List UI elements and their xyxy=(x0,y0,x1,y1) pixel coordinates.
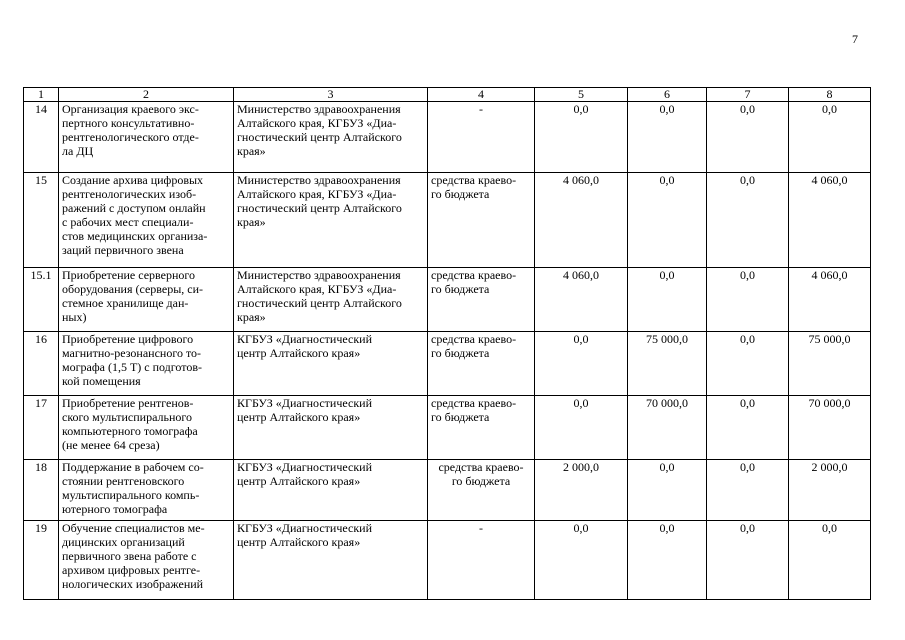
value-col-8: 4 060,0 xyxy=(789,268,871,332)
column-header-5: 5 xyxy=(535,88,628,102)
value-col-6: 0,0 xyxy=(628,521,707,600)
org-line: Алтайского края, КГБУЗ «Диа- xyxy=(237,116,397,130)
measure-name xyxy=(59,102,234,173)
measure-name-line: стемное хранилище дан- xyxy=(62,296,189,310)
column-header-4: 4 xyxy=(428,88,535,102)
source-line: го бюджета xyxy=(451,474,511,488)
measure-name-line: пертного консультативно- xyxy=(62,116,195,130)
measure-name-line: с рабочих мест специали- xyxy=(62,215,194,229)
value-col-6: 0,0 xyxy=(628,102,707,173)
measure-name-line: кой помещения xyxy=(62,374,141,388)
row-number: 19 xyxy=(24,521,59,600)
value-col-5: 4 060,0 xyxy=(535,268,628,332)
table-row xyxy=(24,460,871,521)
row-number: 15.1 xyxy=(24,268,59,332)
org-line: КГБУЗ «Диагностический xyxy=(237,396,372,410)
measure-name-line: Поддержание в рабочем со- xyxy=(62,460,204,474)
column-header-6: 6 xyxy=(628,88,707,102)
value-col-8: 4 060,0 xyxy=(789,173,871,268)
measure-name-line: мографа (1,5 Т) с подготов- xyxy=(62,360,202,374)
funding-source xyxy=(428,268,535,332)
org-line: КГБУЗ «Диагностический xyxy=(237,460,372,474)
funding-source: - xyxy=(428,102,535,173)
value-col-6: 0,0 xyxy=(628,460,707,521)
funding-source xyxy=(428,396,535,460)
measure-name xyxy=(59,268,234,332)
table-row xyxy=(24,268,871,332)
measure-name-line: мультиспирального компь- xyxy=(62,488,200,502)
measure-name xyxy=(59,460,234,521)
org-line: края» xyxy=(237,310,266,324)
measure-name-line: рентгенологических изоб- xyxy=(62,187,197,201)
value-col-5: 0,0 xyxy=(535,396,628,460)
source-line: го бюджета xyxy=(431,187,490,201)
row-number: 18 xyxy=(24,460,59,521)
responsible-org xyxy=(234,521,428,600)
funding-source xyxy=(428,332,535,396)
measure-name-line: Создание архива цифровых xyxy=(62,173,204,187)
org-line: центр Алтайского края» xyxy=(237,535,361,549)
value-col-7: 0,0 xyxy=(707,173,789,268)
value-col-5: 0,0 xyxy=(535,332,628,396)
value-col-7: 0,0 xyxy=(707,396,789,460)
org-line: гностический центр Алтайского xyxy=(237,201,402,215)
source-line: го бюджета xyxy=(431,346,490,360)
column-header-2: 2 xyxy=(59,88,234,102)
measure-name-line: магнитно-резонансного то- xyxy=(62,346,202,360)
value-col-5: 4 060,0 xyxy=(535,173,628,268)
measure-name-line: Приобретение серверного xyxy=(62,268,196,282)
measure-name-line: Приобретение рентгенов- xyxy=(62,396,194,410)
value-col-5: 2 000,0 xyxy=(535,460,628,521)
responsible-org xyxy=(234,396,428,460)
measure-name-line: (не менее 64 среза) xyxy=(62,438,160,452)
source-line: средства краево- xyxy=(431,268,517,282)
source-line: средства краево- xyxy=(431,173,517,187)
funding-source: - xyxy=(428,521,535,600)
value-col-8: 0,0 xyxy=(789,521,871,600)
value-col-8: 70 000,0 xyxy=(789,396,871,460)
org-line: Алтайского края, КГБУЗ «Диа- xyxy=(237,282,397,296)
measure-name-line: ла ДЦ xyxy=(62,144,94,158)
value-col-8: 75 000,0 xyxy=(789,332,871,396)
column-header-3: 3 xyxy=(234,88,428,102)
source-line: средства краево- xyxy=(438,460,524,474)
table-row xyxy=(24,102,871,173)
value-col-6: 0,0 xyxy=(628,173,707,268)
table-row xyxy=(24,332,871,396)
org-line: центр Алтайского края» xyxy=(237,346,361,360)
funding-source xyxy=(428,460,535,521)
column-header-1: 1 xyxy=(24,88,59,102)
responsible-org xyxy=(234,173,428,268)
responsible-org xyxy=(234,268,428,332)
value-col-7: 0,0 xyxy=(707,102,789,173)
value-col-6: 75 000,0 xyxy=(628,332,707,396)
measure-name-line: нологических изображений xyxy=(62,577,204,591)
responsible-org xyxy=(234,332,428,396)
measure-name xyxy=(59,173,234,268)
page-number: 7 xyxy=(852,32,858,46)
org-line: Министерство здравоохранения xyxy=(237,173,401,187)
value-col-8: 0,0 xyxy=(789,102,871,173)
column-header-7: 7 xyxy=(707,88,789,102)
measure-name-line: заций первичного звена xyxy=(62,243,184,257)
responsible-org xyxy=(234,460,428,521)
funding-source xyxy=(428,173,535,268)
table-row xyxy=(24,396,871,460)
value-col-8: 2 000,0 xyxy=(789,460,871,521)
org-line: края» xyxy=(237,215,266,229)
source-line: средства краево- xyxy=(431,332,517,346)
org-line: Министерство здравоохранения xyxy=(237,102,401,116)
row-number: 14 xyxy=(24,102,59,173)
source-line: го бюджета xyxy=(431,282,490,296)
row-number: 15 xyxy=(24,173,59,268)
measure-name-line: оборудования (серверы, си- xyxy=(62,282,204,296)
org-line: края» xyxy=(237,144,266,158)
value-col-7: 0,0 xyxy=(707,460,789,521)
measure-name-line: дицинских организаций xyxy=(62,535,185,549)
column-header-8: 8 xyxy=(789,88,871,102)
org-line: Алтайского края, КГБУЗ «Диа- xyxy=(237,187,397,201)
measure-name-line: рентгенологического отде- xyxy=(62,130,199,144)
measure-name-line: ютерного томографа xyxy=(62,502,168,516)
table-header xyxy=(24,88,871,102)
measure-name-line: первичного звена работе с xyxy=(62,549,197,563)
measure-name-line: ных) xyxy=(62,310,87,324)
header-row xyxy=(24,88,871,102)
measure-name xyxy=(59,332,234,396)
org-line: центр Алтайского края» xyxy=(237,474,361,488)
row-number: 17 xyxy=(24,396,59,460)
value-col-7: 0,0 xyxy=(707,332,789,396)
responsible-org xyxy=(234,102,428,173)
measure-name-line: ского мультиспирального xyxy=(62,410,193,424)
org-line: КГБУЗ «Диагностический xyxy=(237,332,372,346)
value-col-5: 0,0 xyxy=(535,521,628,600)
table-body xyxy=(24,102,871,600)
measure-name-line: архивом цифровых рентге- xyxy=(62,563,201,577)
value-col-7: 0,0 xyxy=(707,268,789,332)
measure-name-line: ражений с доступом онлайн xyxy=(62,201,206,215)
measure-name-line: стоянии рентгеновского xyxy=(62,474,185,488)
source-line: го бюджета xyxy=(431,410,490,424)
table-row xyxy=(24,173,871,268)
value-col-6: 70 000,0 xyxy=(628,396,707,460)
value-col-7: 0,0 xyxy=(707,521,789,600)
measure-name-line: Обучение специалистов ме- xyxy=(62,521,205,535)
org-line: КГБУЗ «Диагностический xyxy=(237,521,372,535)
table-row xyxy=(24,521,871,600)
org-line: гностический центр Алтайского xyxy=(237,296,402,310)
measure-name-line: компьютерного томографа xyxy=(62,424,198,438)
value-col-5: 0,0 xyxy=(535,102,628,173)
org-line: Министерство здравоохранения xyxy=(237,268,401,282)
org-line: гностический центр Алтайского xyxy=(237,130,402,144)
source-line: средства краево- xyxy=(431,396,517,410)
measure-name-line: Организация краевого экс- xyxy=(62,102,199,116)
measure-name xyxy=(59,396,234,460)
row-number: 16 xyxy=(24,332,59,396)
budget-table xyxy=(23,87,871,600)
org-line: центр Алтайского края» xyxy=(237,410,361,424)
measure-name xyxy=(59,521,234,600)
measure-name-line: стов медицинских организа- xyxy=(62,229,208,243)
value-col-6: 0,0 xyxy=(628,268,707,332)
measure-name-line: Приобретение цифрового xyxy=(62,332,194,346)
